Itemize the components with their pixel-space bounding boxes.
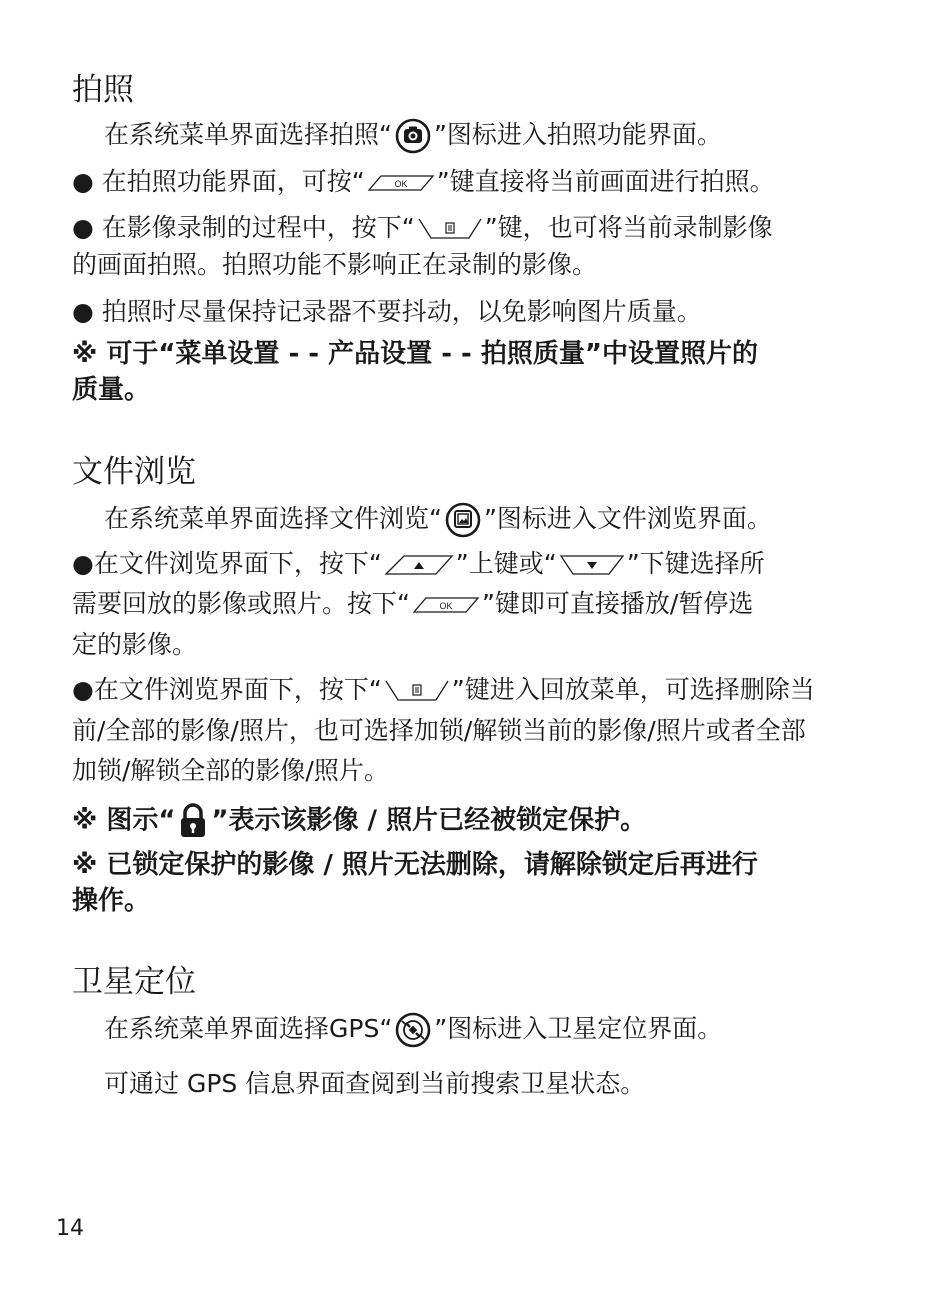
browse-bullet-1-line3: 定的影像。	[72, 630, 198, 659]
browse-note-2-cont: 操作。	[72, 886, 151, 916]
ok-key-label: OK	[394, 179, 408, 189]
browse-bullet-2-line2: 前/全部的影像/照片，也可选择加锁/解锁当前的影像/照片或者全部	[72, 716, 806, 745]
down-key-icon	[559, 552, 625, 578]
photo-intro: 在系统菜单界面选择拍照“ ”图标进入拍照功能界面。	[104, 117, 722, 155]
browse-bullet-2: ●在文件浏览界面下，按下“ ”键进入回放菜单，可选择删除当	[72, 675, 815, 704]
ok-key-label: OK	[439, 601, 453, 611]
browse-bullet-2-line3: 加锁/解锁全部的影像/照片。	[72, 756, 389, 785]
photo-bullet-1: ● 在拍照功能界面，可按“ OK ”键直接将当前画面进行拍照。	[72, 167, 775, 196]
menu-key-icon	[384, 678, 450, 704]
up-key-icon	[384, 552, 454, 578]
lock-icon	[177, 803, 209, 839]
gallery-icon	[444, 501, 482, 539]
section-title-browse: 文件浏览	[72, 454, 196, 490]
photo-bullet-3: ● 拍照时尽量保持记录器不要抖动，以免影响图片质量。	[72, 297, 702, 326]
ok-key-icon	[412, 594, 480, 616]
gps-intro: 在系统菜单界面选择GPS“ ”图标进入卫星定位界面。	[104, 1011, 722, 1049]
photo-note-1: ※ 可于“菜单设置 - - 产品设置 - - 拍照质量”中设置照片的	[72, 339, 758, 369]
browse-bullet-1: ●在文件浏览界面下，按下“ ”上键或“ ”下键选择所	[72, 549, 765, 578]
page-number: 14	[56, 1216, 84, 1241]
photo-note-2: 质量。	[72, 375, 151, 405]
gps-icon	[394, 1011, 432, 1049]
section-title-gps: 卫星定位	[72, 964, 196, 1000]
browse-note-1: ※ 图示“ ”表示该影像 / 照片已经被锁定保护。	[72, 803, 646, 839]
photo-bullet-2-cont: 的画面拍照。拍照功能不影响正在录制的影像。	[72, 250, 598, 279]
section-title-photo: 拍照	[72, 72, 134, 108]
camera-icon	[394, 117, 432, 155]
menu-key-icon	[417, 216, 483, 242]
ok-key-icon	[367, 172, 435, 194]
browse-intro: 在系统菜单界面选择文件浏览“ ”图标进入文件浏览界面。	[104, 501, 772, 539]
browse-note-2: ※ 已锁定保护的影像 / 照片无法删除，请解除锁定后再进行	[72, 850, 758, 880]
photo-bullet-2: ● 在影像录制的过程中，按下“ ”键，也可将当前录制影像	[72, 213, 773, 242]
browse-bullet-1-line2: 需要回放的影像或照片。按下“ OK ”键即可直接播放/暂停选	[72, 589, 754, 618]
gps-line-2: 可通过 GPS 信息界面查阅到当前搜索卫星状态。	[104, 1069, 646, 1098]
